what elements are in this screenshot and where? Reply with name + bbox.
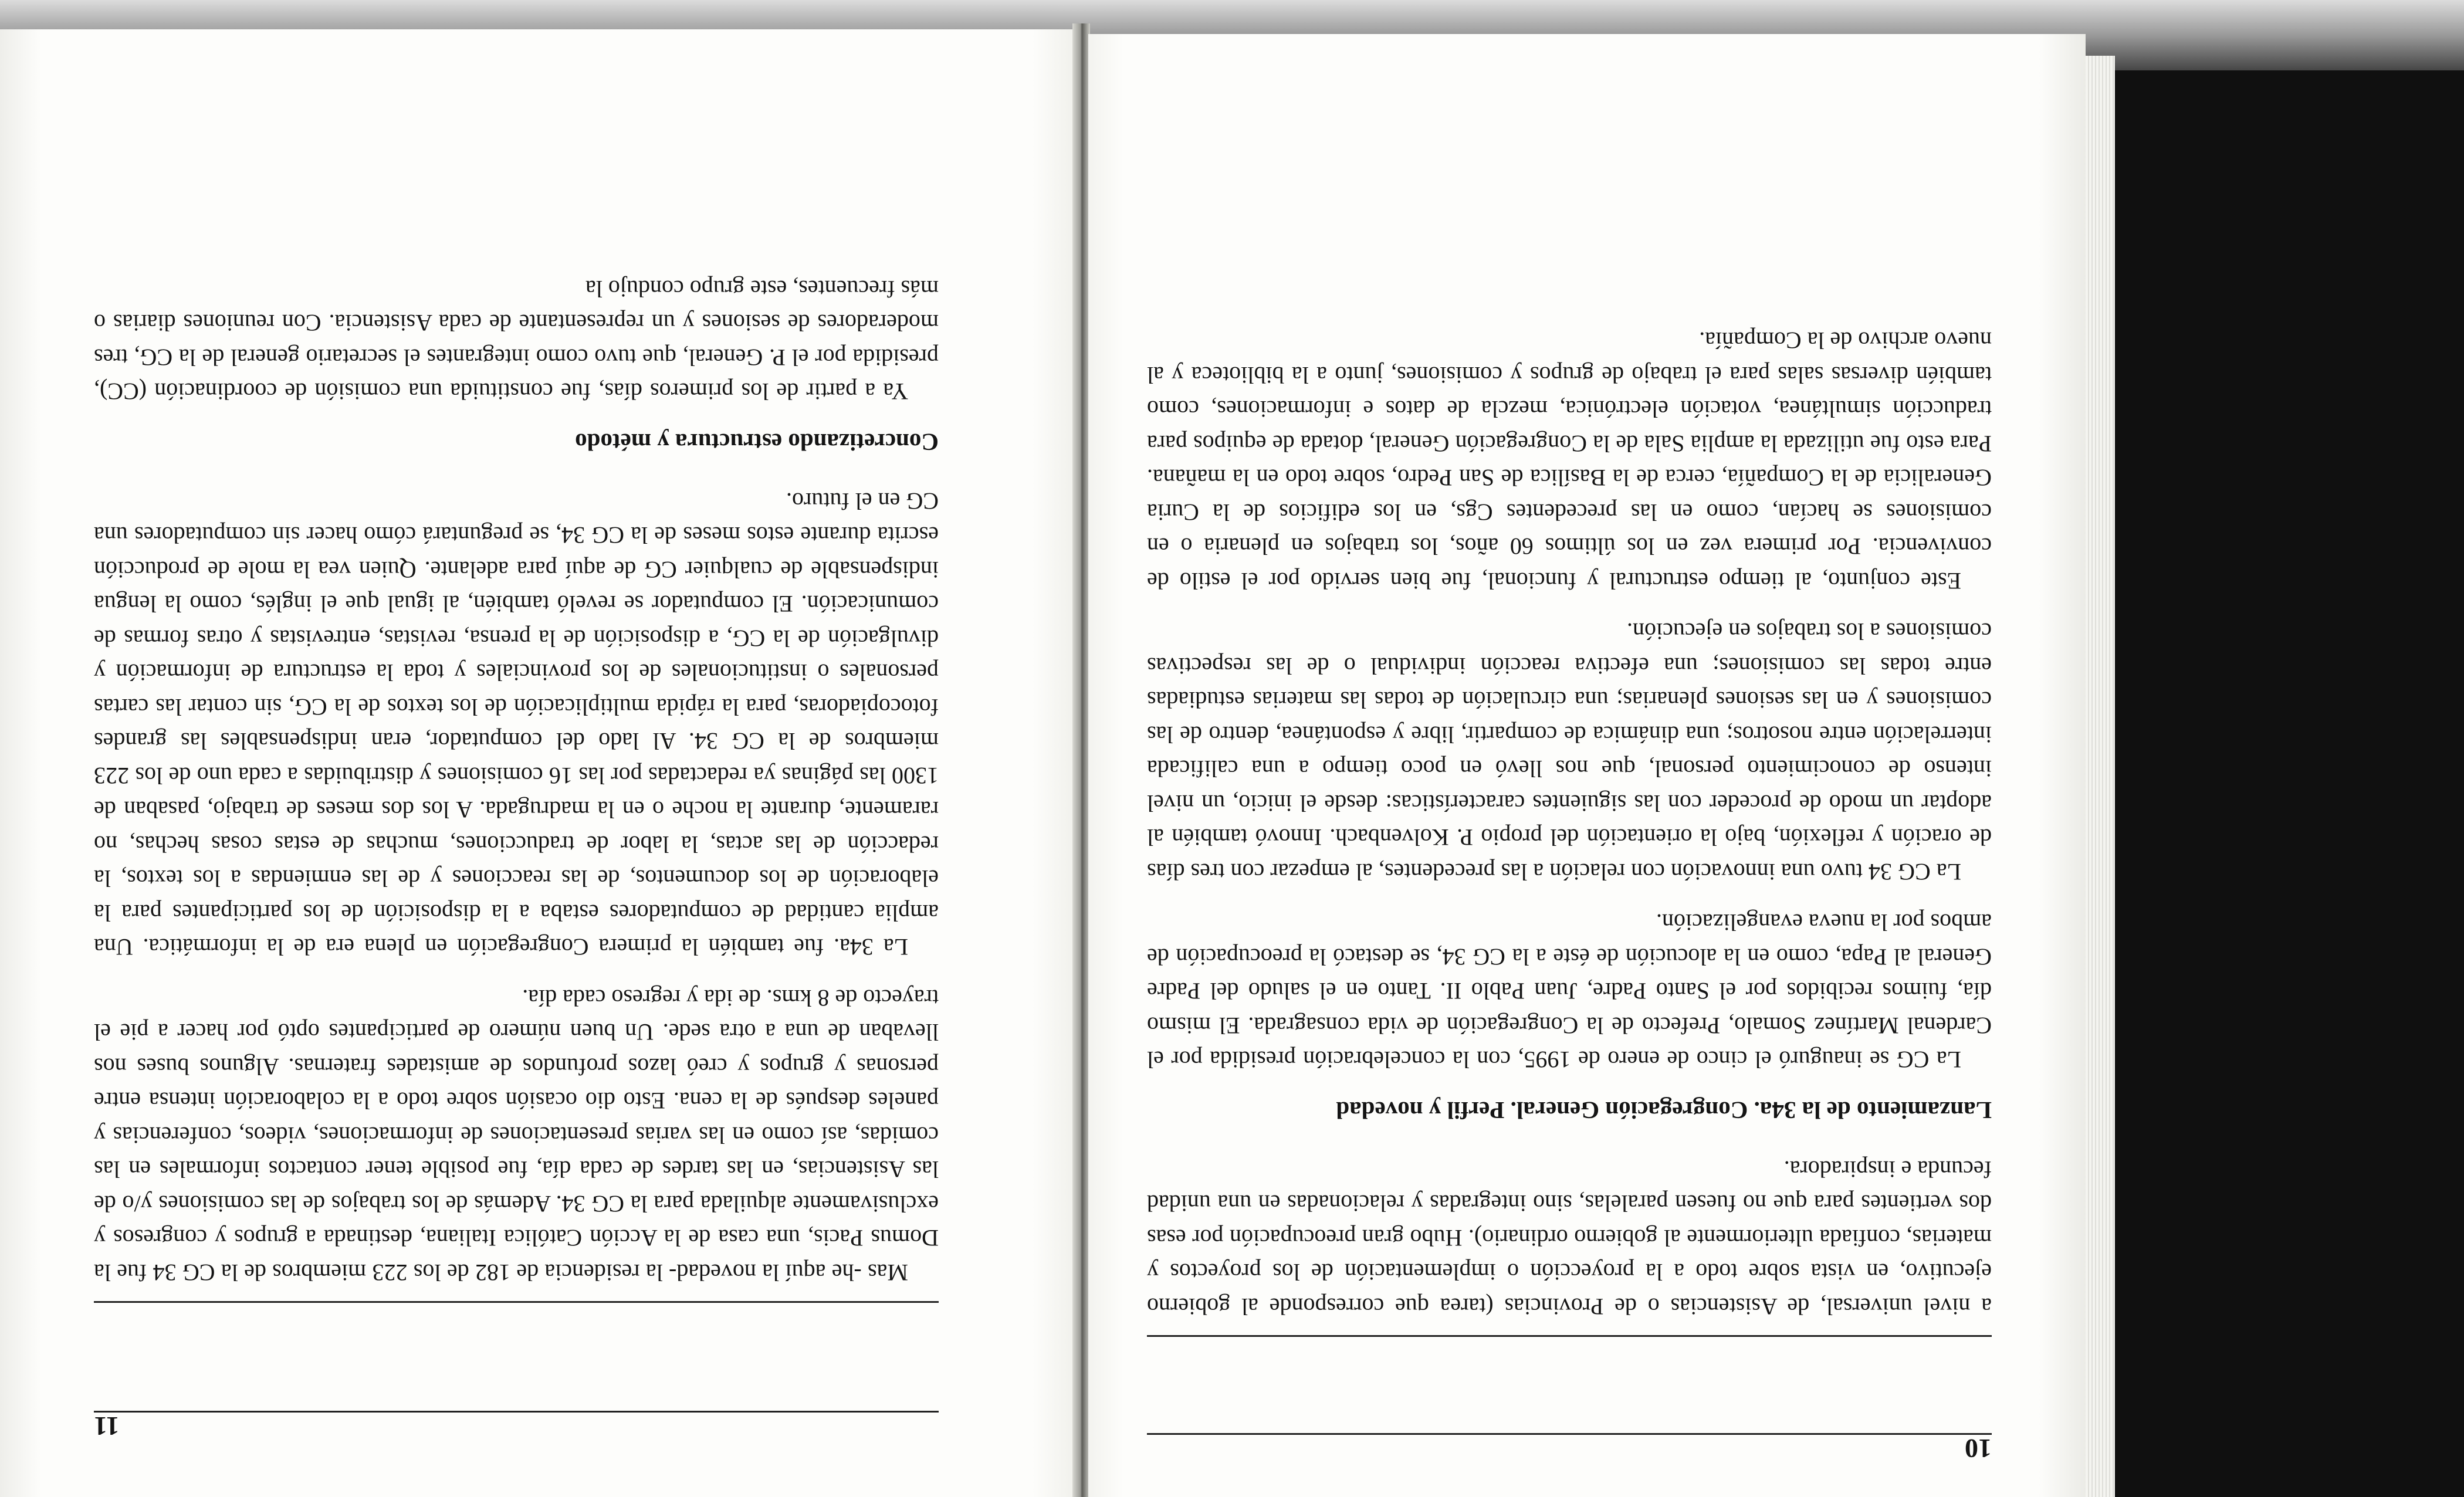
section-heading: Concretizando estructura y método xyxy=(575,429,939,456)
paragraph: La CG se inauguró el cinco de enero de 1995, con la concelebración presidida por el Cardenal Martínez Somalo, Prefecto de la Congregación de vida consagrada. El mismo día, fuimos recibidos por el Santo Padre, Juan Pablo II. Tanto en el saludo del Padre General al Papa, como en la alocución de éste a la CG 34, se destacó la preocupación de ambos por la nueva evangelización. xyxy=(1147,909,1992,1073)
paragraph: Mas -he aquí la novedad- la residencia de 182 de los 223 miembros de la CG 34 fue la Domus Pacis, una casa de la Acción Católica Italiana, destinada a grupos y congresos y exclusivamente alquilada para la CG 34. Además de los trabajos de las comisiones y/o de las Asistencias, en las tardes de cada día, fue posible tener contactos informales en las comidas, así como en las varias presentaciones de informaciones, videos, conferencias y paneles después de la cena. Esto dio ocasión sobre todo a la colaboración intensa entre personas y grupos y creó lazos profundos de amistades fraternas. Algunos buses nos llevaban de una a otra sede. Un buen número de participantes optó por hacer a pie el trayecto de 8 kms. de ida y regreso cada día. xyxy=(94,985,939,1286)
continuation-paragraph: a nivel universal, de Asistencias o de Provincias (tarea que corresponde al gobierno ejecutivo, en vista sobre todo a la proyección o implementación de los proyectos y materias, confiada ulteriormente al gobierno ordinario). Hubo gran preocupación por esas dos vertientes para que no fuesen paralelas, sino integradas y relacionadas en una unidad fecunda e inspiradora. xyxy=(1147,1156,1992,1320)
paragraph: La 34a. fue también la primera Congregación en plena era de la informática. Una amplia cantidad de computadores estaba a la disposición de los participantes para la elaboración de los documentos, de las reacciones y de las enmiendas a los textos, la redacción de las actas, la labor de traducciones, muchas de estas cosas hechas, no raramente, durante la noche o en la madrugada. A los dos meses de trabajo, pasaban de 1300 las páginas ya redactadas por las 16 comisiones y distribuidas a cada uno de los 223 miembros de la CG 34. Al lado del computador, eran indispensables las grandes fotocopiadoras, para la rápida multiplicación de los textos de la CG, sin contar las cartas personales o institucionales de los provinciales y toda la estructura de información y divulgación de la CG, a disposición de la prensa, revistas, entrevistas y otras formas de comunicación. El computador se reveló también, al igual que el inglés, como la lengua indispensable de cualquier CG de aquí para adelante. Quien vea la mole de producción escrita durante estos meses de la CG 34, se preguntará cómo hacer sin computadores una CG en el futuro. xyxy=(94,488,939,961)
page-stack-edge xyxy=(2086,56,2115,1497)
text-top-rule xyxy=(1147,1335,1992,1337)
right-page xyxy=(1088,34,2086,1497)
right-running-head xyxy=(1147,1433,1992,1462)
text-top-rule xyxy=(94,1301,939,1303)
book-gutter xyxy=(1072,23,1090,1497)
page-number: 11 xyxy=(94,1411,120,1441)
paragraph: Este conjunto, al tiempo estructural y funcional, fue bien servido por el estilo de convivencia. Por primera vez en los últimos 60 años, los trabajos en plenaria o en comisiones se hacían, como en las precedentes Cgs, en los edificios de la Curia Generalicia de la Compañía, cerca de la Basílica de San Pedro, sobre todo en la mañana. Para esto fue utilizada la amplia Sala de la Congregación General, dotada de equipos para traducción simultánea, votación electrónica, mezcla de datos e informaciones, como también diversas salas para el trabajo de grupos y comisiones, junto a la biblioteca y al nuevo archivo de la Compañía. xyxy=(1147,327,1992,594)
paragraph: Ya a partir de los primeros días, fue constituida una comisión de coordinación (CC), presidida por el P. General, que tuvo como integrantes el secretario general de la CG, tres moderadores de sesiones y un representante de cada Asistencia. Con reuniones diarias o más frecuentes, este grupo condujo la xyxy=(94,276,939,405)
right-page-content xyxy=(1147,140,1992,1465)
running-head-rule xyxy=(1147,1433,1992,1435)
left-page xyxy=(0,29,1074,1497)
left-running-head xyxy=(94,1411,939,1440)
section-heading: Lanzamiento de la 34a. Congregación General. Perfil y novedad xyxy=(1336,1097,1992,1125)
scanner-dark-area xyxy=(2115,70,2464,1497)
page-number: 10 xyxy=(1965,1434,1992,1464)
paragraph: La CG 34 tuvo una innovación con relación a las precedentes, al empezar con tres días de oración y reflexión, bajo la orientación del propio P. Kolvenbach. Innovó también al adoptar un modo de proceder con las siguientes características: desde el inicio, un nivel intenso de conocimiento personal, que nos llevó en poco tiempo a una calificada interrelación entre nosotros; una dinámica de compartir, libre y espontánea, dentro de las comisiones y en las sesiones plenarias; una circulación de todas las materias estudiadas entre todas las comisiones; una efectiva reacción individual o de las respectivas comisiones a los trabajos en ejecución. xyxy=(1147,618,1992,885)
running-head-rule xyxy=(94,1411,939,1413)
left-page-content xyxy=(94,117,939,1443)
